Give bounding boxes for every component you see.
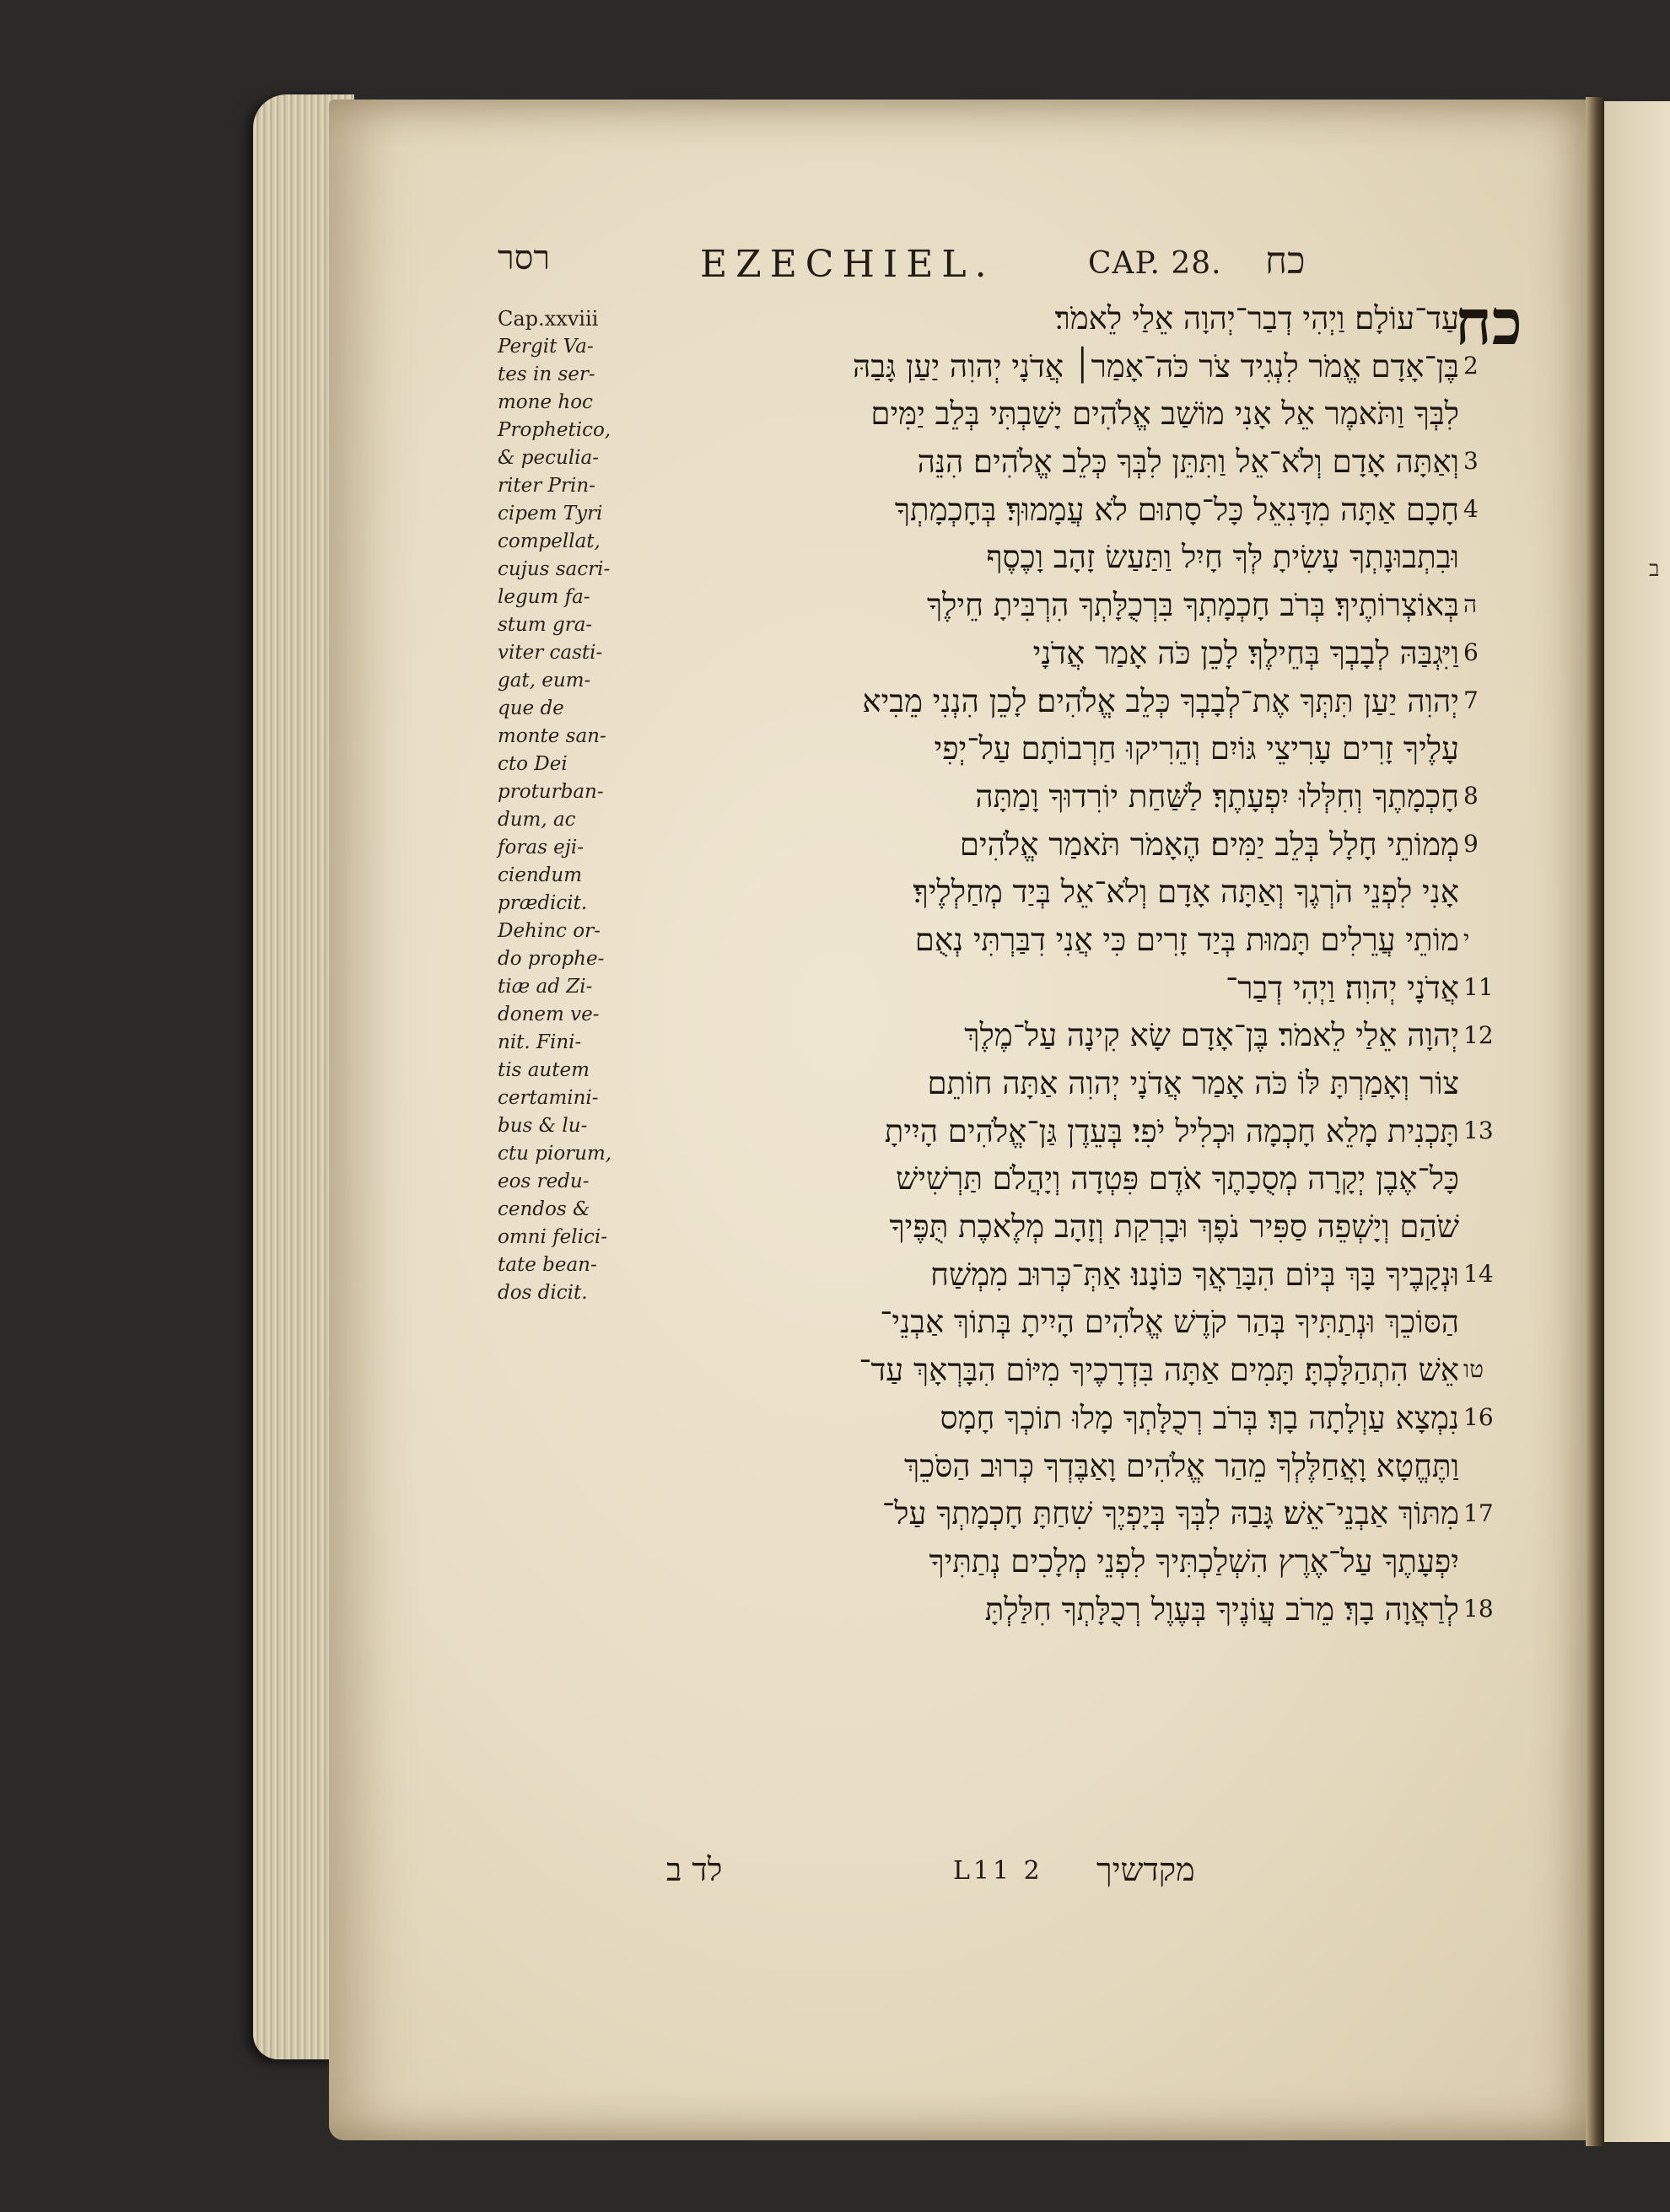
margin-line: monte san- xyxy=(498,725,606,747)
margin-line: certamini- xyxy=(498,1087,599,1109)
text-line: נִמְצָא עַוְלָתָה בָךְ׃ בְּרֹב רְכֻלָּתְךָ מָלוּ תוֹכְךָ חָמָס xyxy=(940,1399,1459,1436)
verse-number: 17 xyxy=(1463,1499,1494,1527)
facing-page-mark: ב xyxy=(1649,557,1660,582)
verse-number: 12 xyxy=(1463,1020,1494,1049)
text-line: בְּאוֹצְרוֹתֶיךָ׃ בְּרֹב חָכְמָתְךָ בִּרְכֻלָּתְךָ הִרְבִּיתָ חֵילֶךָ xyxy=(926,587,1459,624)
header-book-title: EZECHIEL. xyxy=(700,243,995,286)
text-line: לְרַאֲוָה בָךְ׃ מֵרֹב עֲוֹנֶיךָ בְּעֶוֶל רְכֻלָּתְךָ חִלַּלְתָּ xyxy=(984,1590,1459,1628)
margin-line: dos dicit. xyxy=(498,1282,588,1304)
margin-line: omni felici- xyxy=(498,1226,607,1248)
text-line: כָּל־אֶבֶן יְקָרָה מְסֻכָתֶךָ אֹדֶם פִּטְדָה וְיָהֲלֹם תַּרְשִׁישׁ xyxy=(896,1160,1459,1197)
margin-line: gat, eum- xyxy=(498,670,591,692)
margin-line: foras eji- xyxy=(498,837,584,858)
text-line: בֶּן־אָדָם אֱמֹר לִנְגִיד צֹר כֹּה־אָמַר׀ אֲדֹנָי יְהוִה יַעַן גָּבַהּ xyxy=(852,347,1459,385)
verse-number: 16 xyxy=(1463,1403,1494,1432)
margin-line: nit. Fini- xyxy=(498,1031,582,1053)
verse-number: 9 xyxy=(1463,829,1479,858)
margin-caption: Cap.xxviii xyxy=(498,307,599,331)
text-line: וּנְקָבֶיךָ בָּךְ בְּיוֹם הִבָּרַאֲךָ כּוֹנָנוּ׃ אַתְּ־כְּרוּב מִמְשַׁח xyxy=(930,1256,1459,1293)
text-line: לִבְּךָ וַתֹּאמֶר אֵל אָנִי מוֹשַׁב אֱלֹהִים יָשַׁבְתִּי בְּלֵב יַמִּים xyxy=(870,396,1459,433)
verse-number: 8 xyxy=(1463,782,1479,810)
verse-number: 4 xyxy=(1463,494,1479,523)
verse-number: 13 xyxy=(1463,1116,1494,1144)
margin-line: donem ve- xyxy=(498,1004,600,1025)
verse-number: י xyxy=(1463,925,1470,954)
text-line: וַתֶּחֱטָא וָאֲחַלֶּלְךָ מֵהַר אֱלֹהִים וָאַבֶּדְךָ כְּרוּב הַסֹּכֵךְ xyxy=(904,1447,1459,1484)
margin-line: cipem Tyri xyxy=(498,503,603,525)
margin-line: legum fa- xyxy=(498,586,590,608)
text-line: אָנִי לִפְנֵי הֹרְגֶךָ וְאַתָּה אָדָם וְלֹא־אֵל בְּיַד מְחַלְלֶיךָ׃ xyxy=(913,874,1459,911)
header-chapter: CAP. 28. xyxy=(1088,246,1222,281)
margin-line: tate bean- xyxy=(498,1254,597,1276)
margin-line: cendos & xyxy=(498,1198,590,1220)
header-chapter-hebrew: כח xyxy=(1265,239,1306,283)
footer-signature: L11 2 xyxy=(953,1856,1043,1886)
page-footer xyxy=(641,1851,1248,1902)
text-line: מְמוֹתֵי חָלָל בְּלֵב יַמִּים׃ הֶאָמֹר תֹּאמַר אֱלֹהִים xyxy=(959,826,1459,863)
margin-line: Dehinc or- xyxy=(498,920,601,942)
margin-line: mone hoc xyxy=(498,391,593,413)
text-line: צוֹר וְאָמַרְתָּ לּוֹ כֹּה אָמַר אֲדֹנָי יְהוִה אַתָּה חוֹתֵם xyxy=(927,1065,1459,1101)
text-line: חָכְמָתֶךָ וְחִלְּלוּ יִפְעָתֶךָ׃ לַשַּׁחַת יוֹרִדוּךָ וָמַתָּה xyxy=(975,778,1459,815)
margin-line: tis autem xyxy=(498,1059,590,1081)
margin-line: bus & lu- xyxy=(498,1115,588,1137)
text-line: יְהוִה יַעַן תִּתְּךָ אֶת־לְבָבְךָ כְּלֵב אֱלֹהִים׃ לָכֵן הִנְנִי מֵבִיא xyxy=(862,682,1459,719)
marginal-summary xyxy=(498,305,616,1307)
text-line: יִפְעָתֶךָ עַל־אֶרֶץ הִשְׁלַכְתִּיךָ לִפְנֵי מְלָכִים נְתַתִּיךָ xyxy=(929,1542,1459,1580)
margin-line: eos redu- xyxy=(498,1171,590,1192)
margin-line: cto Dei xyxy=(498,753,568,775)
margin-lines xyxy=(498,333,616,1307)
verse-number: 7 xyxy=(1463,686,1479,714)
margin-line: compellat, xyxy=(498,530,601,552)
text-line: וַיִּגְבַּהּ לְבָבְךָ בְּחֵילֶךָ׃ לָכֵן כֹּה אָמַר אֲדֹנָי xyxy=(1032,634,1459,671)
margin-line: riter Prin- xyxy=(498,475,595,497)
text-line: מִתּוֹךְ אַבְנֵי־אֵשׁ׃ גָּבַהּ לִבְּךָ בְּיָפְיֶךָ שִׁחַתָּ חָכְמָתְךָ עַל־ xyxy=(882,1495,1459,1532)
margin-line: que de xyxy=(498,697,564,719)
margin-line: viter casti- xyxy=(498,642,603,664)
facing-page-edge xyxy=(1604,101,1670,2142)
verse-number: טו xyxy=(1463,1355,1484,1384)
margin-line: stum gra- xyxy=(498,614,593,636)
margin-line: do prophe- xyxy=(498,948,605,970)
margin-line: Pergit Va- xyxy=(498,336,594,358)
text-line: אֵשׁ הִתְהַלָּכְתָּ׃ תָּמִים אַתָּה בִּדְרָכֶיךָ מִיּוֹם הִבָּרְאָךְ עַד־ xyxy=(859,1352,1459,1389)
text-line: חָכָם אַתָּה מִדָּנִאֵל כָּל־סָתוּם לֹא עֲמָמוּךָ׃ בְּחָכְמָתְךָ xyxy=(894,491,1459,528)
verse-number: 18 xyxy=(1463,1594,1494,1623)
margin-line: dum, ac xyxy=(498,809,576,831)
text-line: עָלֶיךָ זָרִים עָרִיצֵי גּוֹיִם וְהֵרִיקוּ חַרְבוֹתָם עַל־יְפִי xyxy=(934,730,1459,767)
margin-line: ciendum xyxy=(498,864,583,886)
book-gutter xyxy=(1586,97,1604,2146)
text-line: תָּכְנִית מָלֵא חָכְמָה וּכְלִיל יֹפִי׃ בְּעֵדֶן גַּן־אֱלֹהִים הָיִיתָ xyxy=(884,1112,1459,1149)
verse-number: ה xyxy=(1463,590,1478,619)
text-line: וּבִתְבוּנָתְךָ עָשִׂיתָ לְּךָ חָיִל וַתַּעַשׂ זָהָב וָכֶסֶף xyxy=(986,539,1459,576)
chapter-number-mark: כח xyxy=(1455,287,1522,359)
text-line: אֲדֹנָי יְהוִה׃ וַיְהִי דְבַר־ xyxy=(1226,969,1459,1006)
margin-line: Prophetico, xyxy=(498,419,611,441)
margin-line: ctu piorum, xyxy=(498,1143,612,1165)
header-folio-hebrew: רסר xyxy=(498,239,551,277)
verse-number: 3 xyxy=(1463,447,1479,476)
margin-line: prædicit. xyxy=(498,892,588,914)
verse-number: 2 xyxy=(1463,351,1479,379)
margin-line: proturban- xyxy=(498,781,604,803)
text-line: וְאַתָּה אָדָם וְלֹא־אֵל וַתִּתֵּן לִבְּךָ כְּלֵב אֱלֹהִים׃ הִנֵּה xyxy=(917,444,1459,481)
hebrew-text-block xyxy=(624,295,1459,1633)
verse-number: 11 xyxy=(1463,972,1494,1001)
text-line: מוֹתֵי עֲרֵלִים תָּמוּת בְּיַד זָרִים כִּי אֲנִי דִבַּרְתִּי נְאֻם xyxy=(914,921,1459,958)
footer-catchword: מקדשיך xyxy=(1096,1851,1195,1888)
text-line: שֹׁהַם וְיָשְׁפֵה סַפִּיר נֹפֶךְ וּבָרְקַת וְזָהָב מְלֶאכֶת תֻּפֶּיךָ xyxy=(889,1208,1459,1246)
verse-number: 14 xyxy=(1463,1260,1494,1288)
running-header xyxy=(498,238,1560,288)
text-line: יְהוָה אֵלַי לֵאמֹר׃ בֶּן־אָדָם שָׂא קִינָה עַל־מֶלֶךְ xyxy=(964,1017,1459,1054)
margin-line: & peculia- xyxy=(498,447,600,469)
footer-hebrew-signature: לד ב xyxy=(666,1851,723,1888)
margin-line: cujus sacri- xyxy=(498,558,611,580)
margin-line: tes in ser- xyxy=(498,363,595,385)
margin-line: tiæ ad Zi- xyxy=(498,976,593,998)
text-line: הַסּוֹכֵךְ וּנְתַתִּיךָ בְּהַר קֹדֶשׁ אֱלֹהִים הָיִיתָ בְּתוֹךְ אַבְנֵי־ xyxy=(880,1304,1459,1341)
text-line: עַד־עוֹלָם׃ וַיְהִי דְבַר־יְהוָה אֵלַי לֵאמֹר׃ xyxy=(1054,300,1459,336)
verse-number: 6 xyxy=(1463,638,1479,666)
